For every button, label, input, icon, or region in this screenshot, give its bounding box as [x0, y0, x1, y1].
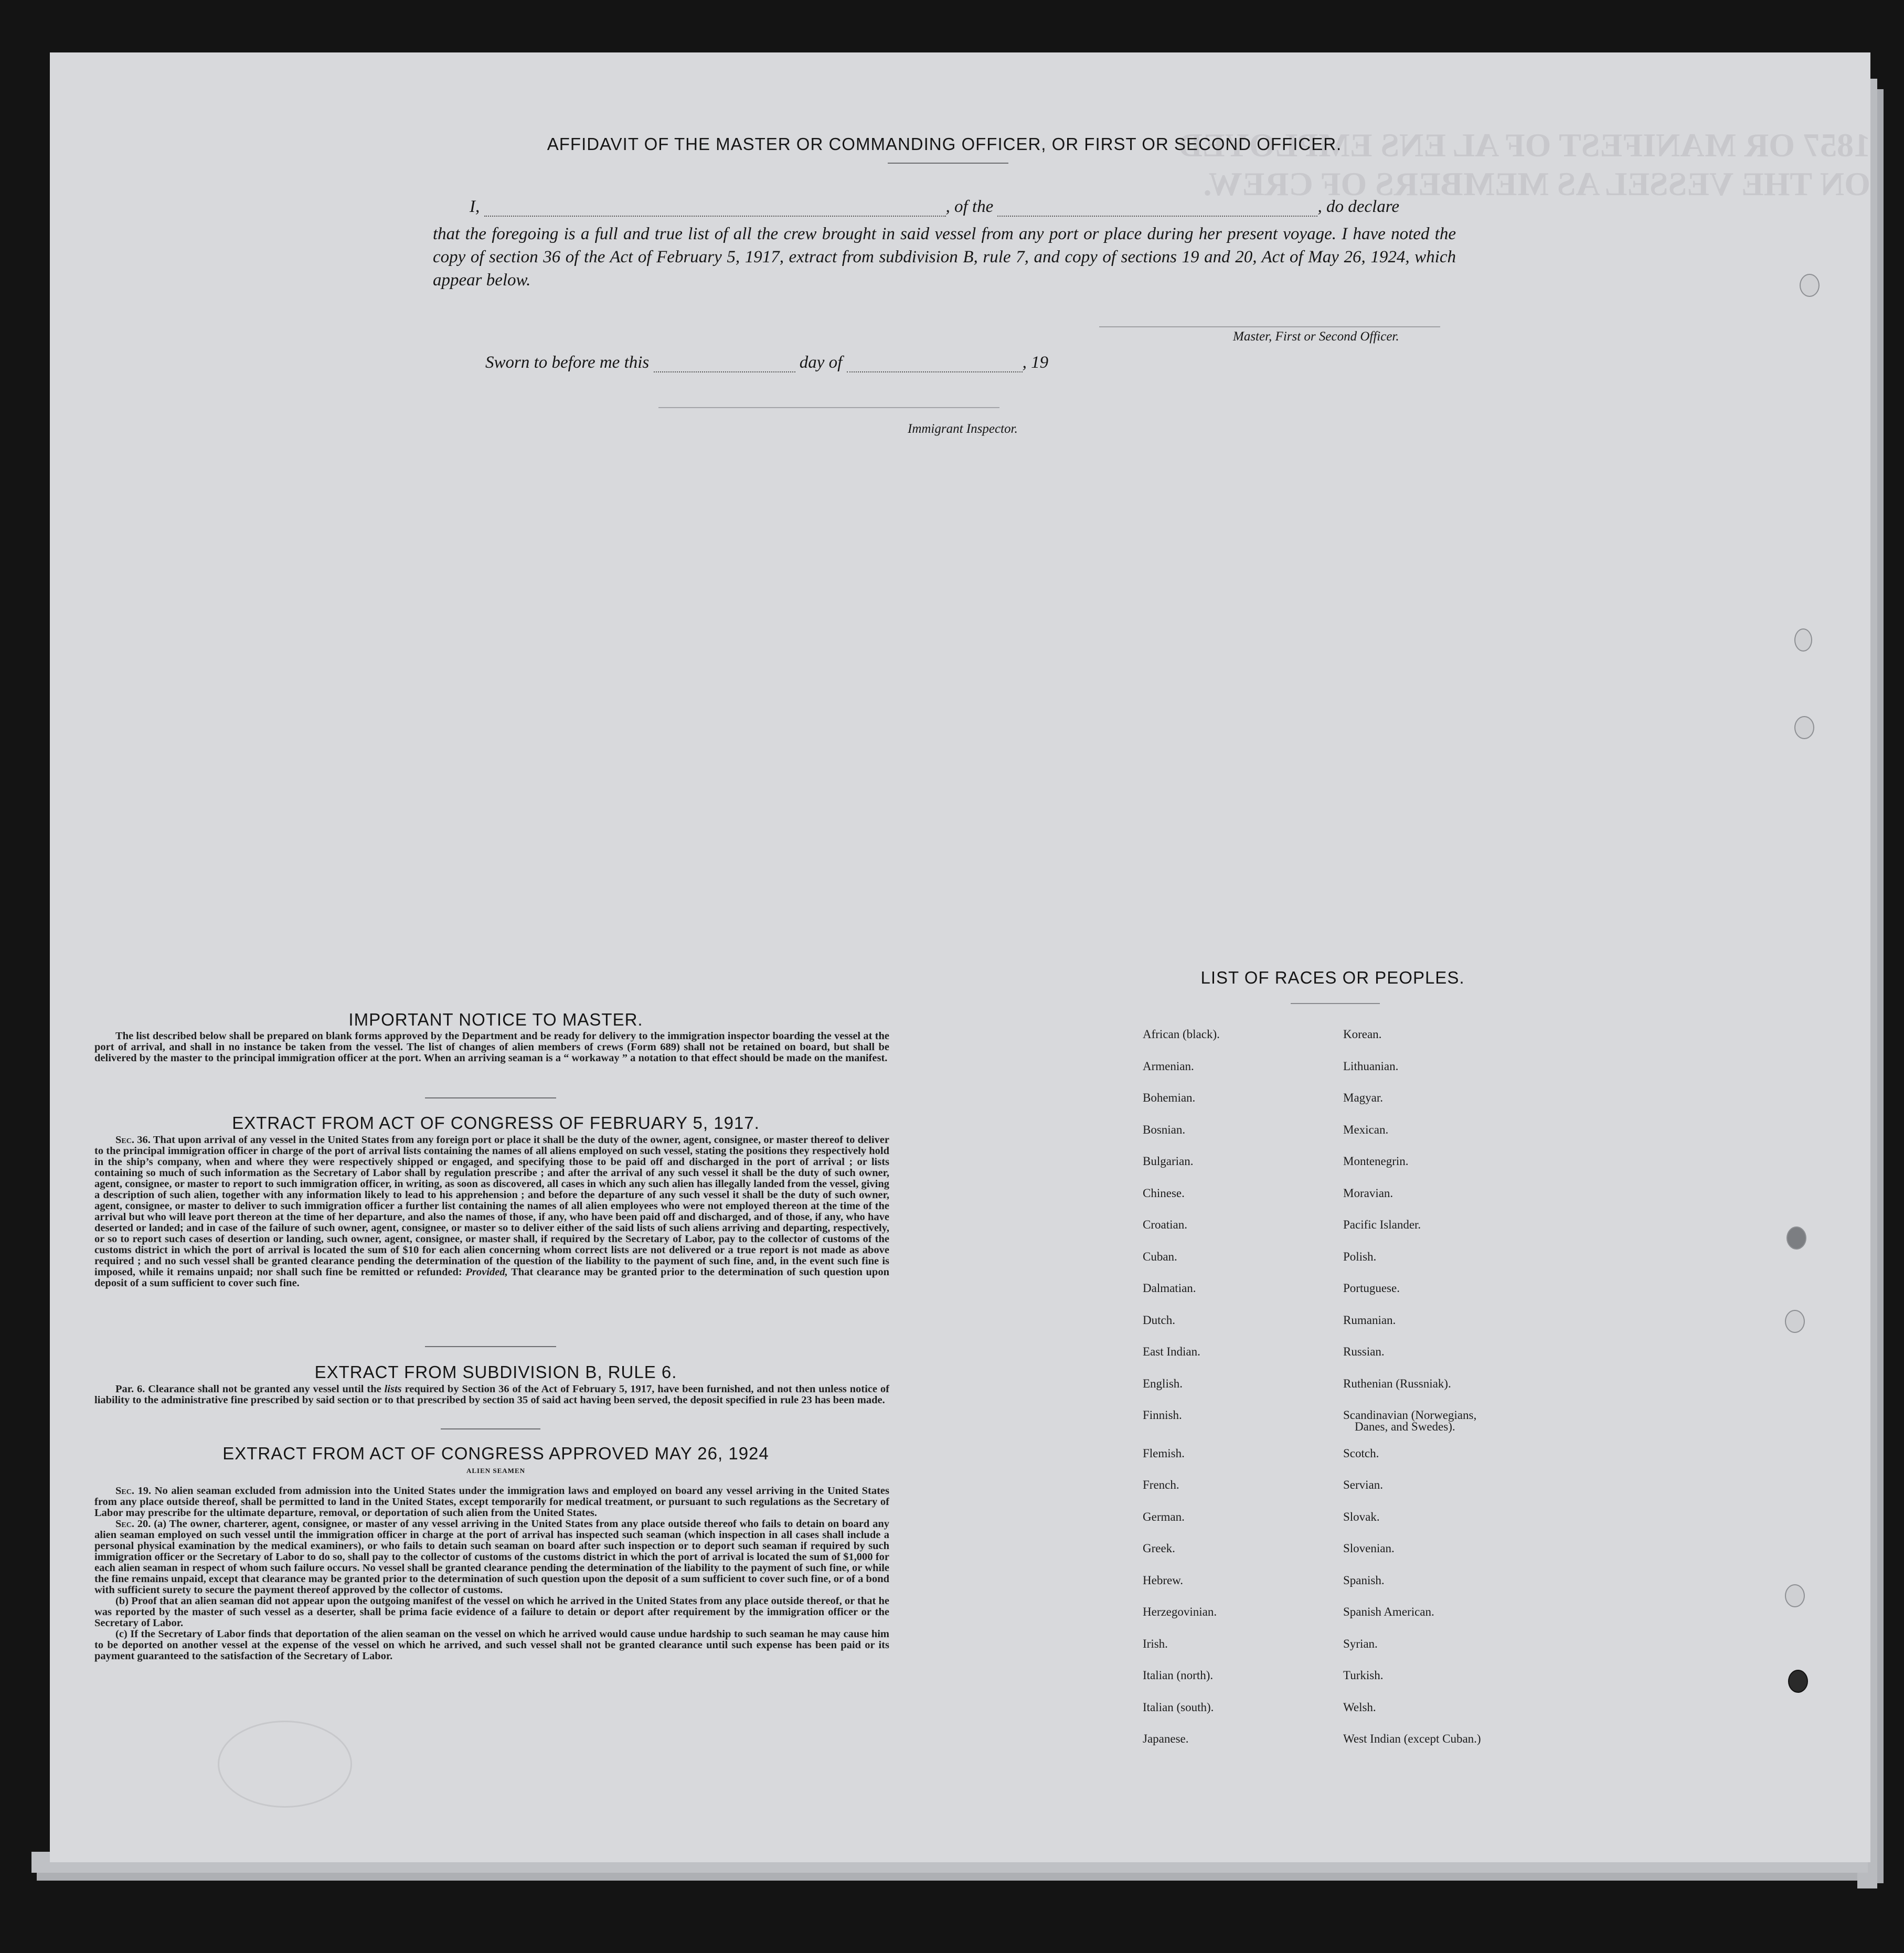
sec-19-text: No alien seaman excluded from admission into the United States under the immigration laws and employed on board any vessel arriving in the United States from any place outside thereof, shall be permitted to land in the United States, except temporarily for medical treatment, or pursuant to such regulations as the Secretary of Labor may prescribe for the ultimate departure, removal, or deportation of such alien from the United States.	[94, 1485, 889, 1519]
race-item: Scandinavian (Norwegians,	[1343, 1408, 1477, 1422]
race-item: West Indian (except Cuban.)	[1343, 1732, 1481, 1745]
race-item: Russian.	[1343, 1345, 1385, 1358]
divider	[888, 163, 1008, 164]
affidavit-line-1	[470, 197, 1399, 217]
sec-36-label: Sec. 36.	[115, 1134, 151, 1146]
race-item: English.	[1143, 1376, 1183, 1390]
race-item: Irish.	[1143, 1637, 1168, 1650]
inspector-signature-line[interactable]	[658, 407, 999, 408]
race-item: East Indian.	[1143, 1345, 1200, 1358]
race-item: Hebrew.	[1143, 1573, 1184, 1587]
rule-6-title: EXTRACT FROM SUBDIVISION B, RULE 6.	[314, 1362, 677, 1382]
sec-36-text: That upon arrival of any vessel in the United States from any foreign port or place it shall be the duty of the owner, agent, consignee, or master thereof to deliver to the principal immigration officer in charge of the port of arrival lists containing the names of all aliens employed on such vessel, stating the positions they respectively hold in the ship’s company, when and where they were respectively shipped or engaged, and specifying those to be paid off and discharged in the port of arrival ; or lists containing so much of such information as the Secretary of Labor shall by regulation prescribe ; and after the arrival of any such vessel it shall be the duty of such owner, agent, consignee, or master to report to such immigration officer, in writing, as soon as discovered, all cases in which any such alien has illegally landed from the vessel, giving a description of such alien, together with any information likely to lead to his apprehension ; and before the departure of any such vessel it shall be the duty of such owner, agent, consignee, or master to deliver to such immigration officer a further list containing the names of all alien employees who were not employed thereon at the time of the arrival but who will leave port thereon at the time of her departure, and also the names of those, if any, who have been paid off and discharged, and of those, if any, who have deserted or landed; and in case of the failure of such owner, agent, consignee, or master so to deliver either of the said lists of such aliens arriving and departing, respectively, or so to report such cases of desertion or landing, such owner, agent, consignee, or master shall, if required by the Secretary of Labor, pay to the collector of customs of the customs district in which the port of arrival is located the sum of $10 for each alien concerning whom correct lists are not delivered or a true report is not made as above required ; and no such vessel shall be granted clearance pending the determination of the question of the liability to the payment of such fine, and, in the event such fine is imposed, while it remains unpaid; nor shall such fine be remitted or refunded:	[94, 1134, 889, 1278]
rule-6-body	[94, 1384, 889, 1406]
race-item: Magyar.	[1343, 1091, 1384, 1104]
sec-20a-text: (a) The owner, charterer, agent, consignee, or master of any vessel arriving in the United States from any place outside thereof who fails to detain on board any alien seaman employed on such vessel until the immigration officer in charge at the port of arrival has inspected such seaman (which inspection in all cases shall include a personal physical examination by the medical examiners), or who fails to detain such seaman on board after such inspection or to deport such seaman if required by such immigration officer or the Secretary of Labor to do so, shall pay to the collector of customs of the customs district in which the port of arrival is located the sum of $1,000 for each alien seaman in respect of whom such failure occurs. No vessel shall be granted clearance pending the determination of the liability to the payment of such fine, or while the fine remains unpaid, except that clearance may be granted prior to the determination of such question upon the deposit of a sum sufficient to cover such fine, or of a bond with sufficient surety to secure the payment thereof approved by the collector of customs.	[94, 1518, 889, 1596]
race-item: Slovak.	[1343, 1510, 1380, 1523]
divider	[425, 1097, 556, 1098]
race-item: Finnish.	[1143, 1408, 1182, 1422]
notice-title: IMPORTANT NOTICE TO MASTER.	[348, 1010, 643, 1029]
race-item: Flemish.	[1143, 1446, 1185, 1460]
faint-stamp	[218, 1721, 352, 1808]
binder-hole	[1794, 628, 1812, 652]
sworn-year-prefix: , 19	[1022, 353, 1049, 372]
binder-hole	[1800, 274, 1820, 297]
affidavit-i: I,	[470, 197, 480, 216]
sworn-day-of: day of	[799, 353, 843, 372]
race-item: Japanese.	[1143, 1732, 1189, 1745]
race-item-continuation: Danes, and Swedes).	[1355, 1420, 1455, 1433]
affidavit-body: that the foregoing is a full and true list of all the crew brought in said vessel from any port or place during her present voyage. I have noted the copy of section 36 of the Act of February 5, 1917, extract from subdivision B, rule 7, and copy of sections 19 and 20, Act of May 26, 1924, which appear below.	[433, 225, 1456, 290]
race-item: Croatian.	[1143, 1218, 1187, 1231]
sec-20a-paragraph	[94, 1519, 889, 1596]
race-item: Slovenian.	[1343, 1542, 1395, 1555]
race-item: Bulgarian.	[1143, 1155, 1194, 1168]
sec-20-label: Sec. 20.	[115, 1518, 151, 1530]
sworn-line	[485, 353, 1048, 372]
race-item: Dalmatian.	[1143, 1282, 1196, 1295]
race-item: Armenian.	[1143, 1059, 1194, 1073]
sec-20c-paragraph: (c) If the Secretary of Labor finds that deportation of the alien seaman on the vessel on which he arrived would cause undue hardship to such seaman he may cause him to be deported on another vessel at the expense of the vessel on which he arrived, and such vessel shall not be granted clearance until such expense has been paid or its payment guaranteed to the satisfaction of the Secretary of Labor.	[94, 1628, 889, 1662]
alien-seamen-subtitle: ALIEN SEAMEN	[466, 1467, 526, 1475]
race-item: Welsh.	[1343, 1700, 1376, 1714]
affidavit-of-the: , of the	[945, 197, 994, 216]
race-item: Spanish American.	[1343, 1605, 1434, 1618]
race-item: Cuban.	[1143, 1250, 1177, 1263]
rule-6-text-a: Par. 6. Clearance shall not be granted any vessel until the	[115, 1383, 381, 1395]
master-label: Master, First or Second Officer.	[1233, 329, 1399, 344]
lists-word: lists	[384, 1383, 402, 1395]
race-item: Syrian.	[1343, 1637, 1378, 1650]
sec-19-label: Sec. 19.	[115, 1485, 152, 1497]
race-item: Korean.	[1343, 1028, 1382, 1041]
affidavit-title: AFFIDAVIT OF THE MASTER OR COMMANDING OFFICER, OR FIRST OR SECOND OFFICER.	[547, 134, 1342, 154]
notice-paragraph: The list described below shall be prepared on blank forms approved by the Department and be ready for delivery to the immigration inspector boarding the vessel at the port of arrival, and shall in no instance be taken from the vessel. The list of changes of alien members of crews (Form 689) shall not be retained on board, but shall be delivered by the master to the principal immigration officer at the port. When an arriving seaman is a “ workaway ” a notation to that effect should be made on the manifest.	[94, 1030, 889, 1064]
divider	[441, 1428, 540, 1429]
race-item: Portuguese.	[1343, 1282, 1400, 1295]
sec-36-paragraph	[94, 1135, 889, 1289]
affidavit-declare: , do declare	[1317, 197, 1399, 216]
binder-hole	[1785, 1584, 1805, 1607]
race-item: Herzegovinian.	[1143, 1605, 1217, 1618]
race-item: Spanish.	[1343, 1573, 1385, 1587]
races-title: LIST OF RACES OR PEOPLES.	[1200, 968, 1465, 987]
sworn-day-blank[interactable]	[654, 371, 795, 372]
binder-hole	[1788, 1670, 1808, 1693]
rule-6-text-b: required by Section 36 of the Act of February 5, 1917, have been furnished, and not then unless notice of liability to the administrative fine prescribed by said section or to that prescribed by section 35 of said act having been served, the deposit specified in rule 23 has been made.	[94, 1383, 889, 1406]
sec-19-paragraph	[94, 1486, 889, 1519]
race-item: Italian (north).	[1143, 1669, 1214, 1682]
notice-body	[94, 1031, 889, 1064]
divider	[425, 1346, 556, 1347]
race-item: Ruthenian (Russniak).	[1343, 1376, 1451, 1390]
race-item: German.	[1143, 1510, 1185, 1523]
sec-36-end: That clearance may be granted prior to the determination of such question upon deposit of a sum sufficient to cover such fine.	[94, 1266, 889, 1289]
vessel-blank[interactable]	[997, 216, 1317, 217]
inspector-label: Immigrant Inspector.	[908, 422, 1018, 436]
race-item: Greek.	[1143, 1542, 1175, 1555]
name-blank[interactable]	[484, 216, 946, 217]
binder-hole	[1786, 1226, 1806, 1250]
extract-1924-title: EXTRACT FROM ACT OF CONGRESS APPROVED MAY 26, 1924	[222, 1444, 769, 1463]
race-item: Bosnian.	[1143, 1123, 1186, 1136]
race-item: Pacific Islander.	[1343, 1218, 1421, 1231]
binder-hole	[1785, 1310, 1805, 1333]
race-item: Mexican.	[1343, 1123, 1389, 1136]
race-item: Rumanian.	[1343, 1313, 1396, 1327]
sworn-month-blank[interactable]	[847, 371, 1023, 372]
extract-1924-body	[94, 1486, 889, 1662]
race-item: Turkish.	[1343, 1669, 1384, 1682]
sworn-prefix: Sworn to before me this	[485, 353, 650, 372]
binder-hole	[1794, 716, 1814, 739]
race-item: Servian.	[1343, 1478, 1384, 1491]
race-item: French.	[1143, 1478, 1179, 1491]
rule-6-paragraph	[94, 1384, 889, 1406]
extract-1917-body	[94, 1135, 889, 1289]
race-item: Moravian.	[1343, 1186, 1394, 1200]
sec-20b-paragraph: (b) Proof that an alien seaman did not appear upon the outgoing manifest of the vessel on which he arrived in the United States from any place outside thereof, or that he was reported by the master of such vessel as a deserter, shall be prima facie evidence of a failure to detain or deport after requirement by the immigration officer or the Secretary of Labor.	[94, 1595, 889, 1629]
master-signature-line[interactable]	[1099, 326, 1440, 327]
race-item: African (black).	[1143, 1028, 1220, 1041]
race-item: Polish.	[1343, 1250, 1377, 1263]
race-item: Bohemian.	[1143, 1091, 1196, 1104]
race-item: Lithuanian.	[1343, 1059, 1399, 1073]
bleed-through-heading: 1857 OR MANIFEST OF AL ENS EMPLOYED ON THE VESSEL AS MEMBERS OF CREW.	[1178, 126, 1870, 202]
extract-1917-title: EXTRACT FROM ACT OF CONGRESS OF FEBRUARY 5, 1917.	[232, 1113, 760, 1133]
race-item: Chinese.	[1143, 1186, 1185, 1200]
race-item: Italian (south).	[1143, 1700, 1214, 1714]
race-item: Dutch.	[1143, 1313, 1175, 1327]
race-item: Montenegrin.	[1343, 1155, 1409, 1168]
provided-word: Provided,	[465, 1266, 508, 1278]
race-item: Scotch.	[1343, 1446, 1379, 1460]
divider	[1291, 1003, 1380, 1004]
